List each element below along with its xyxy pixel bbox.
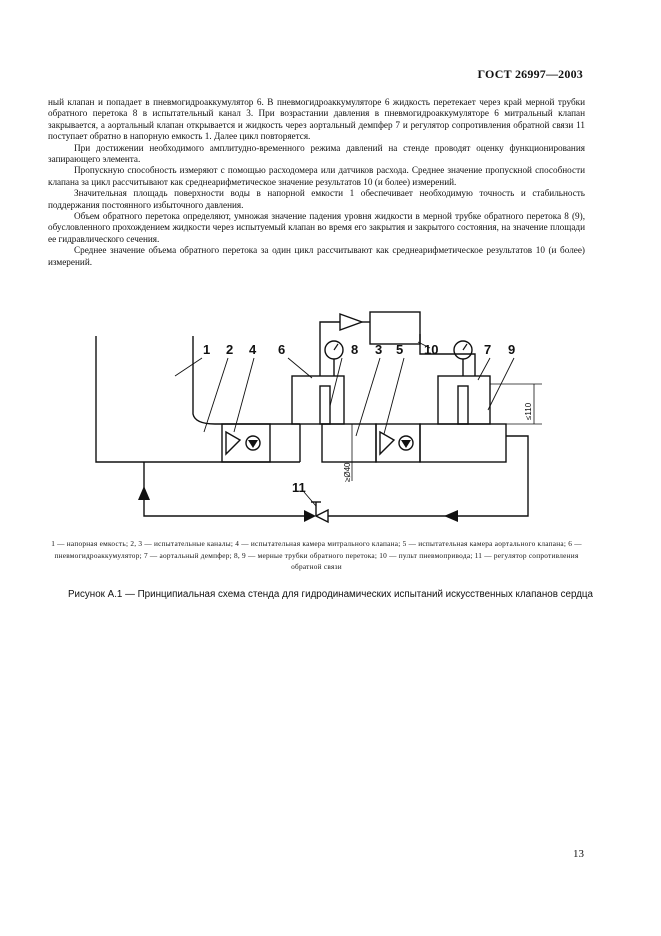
paragraph: ный клапан и попадает в пневмогидроаккумулятор 6. В пневмогидроаккумуляторе 6 жидкость перетекает через край мерной трубки обратного перетока 8 в испытательный канал 3. При возрастании давления в пневмогидроаккумуляторе 6 митральный клапан закрывается, а аортальный клапан открывается и жидкость через аортальный демпфер 7 и регулятор сопротивления обратной связи 11 поступает обратно в напорную емкость 1. Далее цикл повторяется. [48,97,585,142]
figure-caption: Рисунок А.1 — Принципиальная схема стенда для гидродинамических испытаний искусственных клапанов сердца [68,589,593,600]
page-number: 13 [573,848,584,860]
flow-arrow-icon [138,486,150,500]
accumulator-6 [292,376,344,424]
label-1: 1 [203,342,211,357]
paragraph: Объем обратного перетока определяют, умножая значение падения уровня жидкости в мерной трубке обратного перетока 8 (9), обусловленного прохождением жидкости через испытуемый клапан во время его закрытия и закрытого состояния, на значение площади ее гидравлического сечения. [48,211,585,244]
label-2: 2 [226,342,234,357]
test-channel-3 [322,424,376,462]
tube-8 [320,386,330,424]
label-8: 8 [351,342,359,357]
tube-9 [458,386,468,424]
flow-arrow-icon [444,510,458,522]
aortic-damper-7 [438,376,490,424]
paragraph: Среднее значение объема обратного перетока за один цикл рассчитывают как среднеарифметическое результатов 10 (и более) измерений. [48,245,585,267]
dimension-height: ≤110 [524,402,533,420]
label-7: 7 [484,342,492,357]
label-9: 9 [508,342,516,357]
dimension-diameter: ≥Ø40 [343,462,352,482]
label-6: 6 [278,342,286,357]
paragraph: Значительная площадь поверхности воды в напорной емкости 1 обеспечивает необходимую точность и стабильность поддержания постоянного избыточного давления. [48,188,585,210]
paragraph: Пропускную способность измеряют с помощью расходомера или датчиков расхода. Среднее значение пропускной способности клапана за цикл рассчитывают как среднеарифметическое значение результатов 10 (и более) измерений. [48,165,585,187]
label-11: 11 [292,480,306,495]
standard-header: ГОСТ 26997—2003 [477,67,583,81]
body-text [48,97,585,268]
label-5: 5 [396,342,404,357]
paragraph: При достижении необходимого амплитудно-временного режима давлений на стенде проводят оценку функционирования запирающего элемента. [48,142,585,165]
test-stand-diagram [0,306,661,532]
control-panel-10 [370,312,420,344]
label-10: 10 [424,342,439,357]
label-3: 3 [375,342,383,357]
label-4: 4 [249,342,257,357]
figure-legend: 1 — напорная емкость; 2, 3 — испытательные каналы; 4 — испытательная камера митрального клапана; 5 — испытательная камера аортального клапана; 6 — пневмогидроаккумулятор; 7 — аортальный демпфер; 8, 9 — мерные трубки обратного перетока; 10 — пульт пневмопривода; 11 — регулятор сопротивления обратной связи [51,539,582,572]
